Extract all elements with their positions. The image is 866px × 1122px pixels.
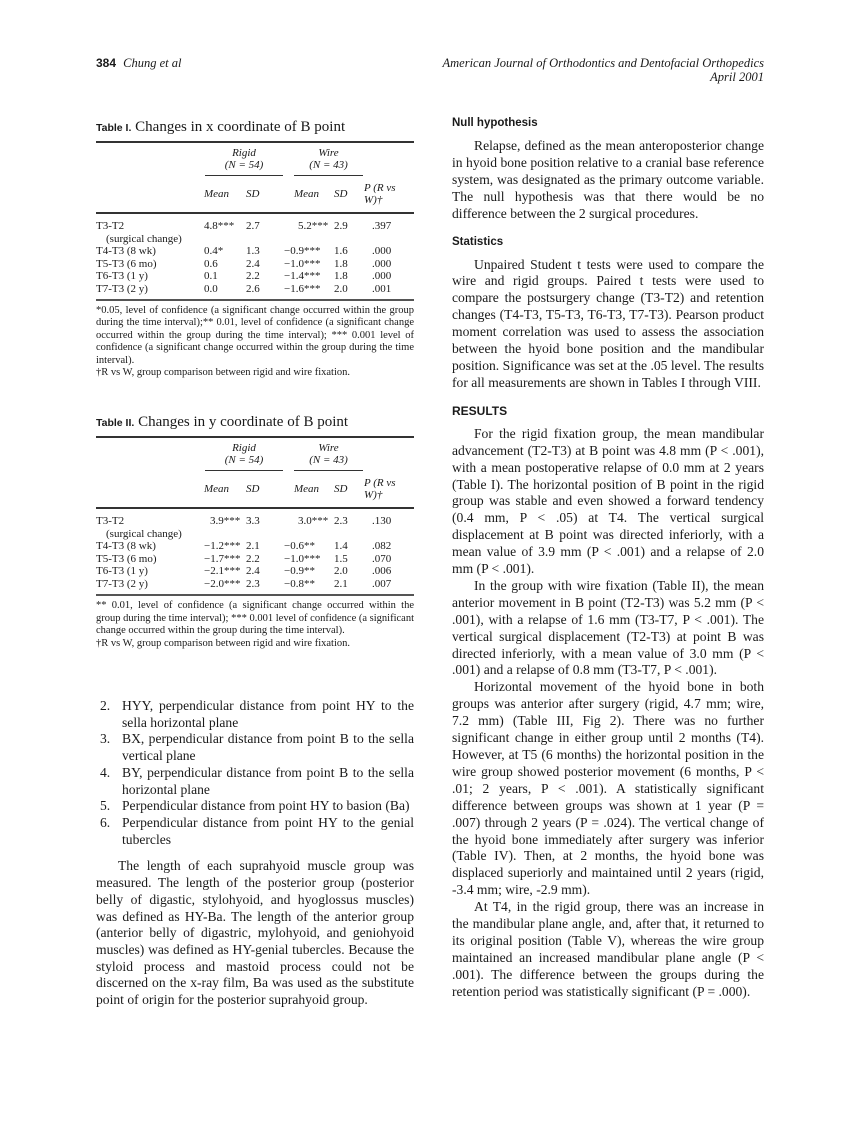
table-row: T3-T2 3.9*** 3.3 3.0*** 2.3 .130 bbox=[96, 515, 392, 528]
table-caption: Changes in x coordinate of B point bbox=[135, 119, 346, 135]
list-item: 4. BY, perpendicular distance from point B to the sella horizontal plane bbox=[100, 764, 414, 797]
column-headers bbox=[96, 177, 414, 213]
list-item: 2. HYY, perpendicular distance from point HY to the sella horizontal plane bbox=[100, 698, 414, 730]
table-row: T6-T3 (1 y) 0.1 2.2 −1.4*** 1.8 .000 bbox=[96, 270, 392, 282]
footnote: ** 0.01, level of confidence (a significant change occurred within the group during the time interval); *** 0.001 level of confidence (a significant change occurred within the group during the time interval). bbox=[96, 600, 414, 637]
body-paragraph: In the group with wire fixation (Table II), the mean anterior movement in B point (T2-T3) was 5.2 mm (P < .001), with a relapse of 1.6 mm (T3-T7, P < .001). The vertical surgical displacement (T2-T3) at point B was directed inferiorly, with a mean value of 3.0 mm (P < .001) and a relapse of 0.8 mm (T3-T7, P < .001). bbox=[452, 577, 764, 678]
body-paragraph: At T4, in the rigid group, there was an increase in the mandibular plane angle, and, after that, it returned to its original position (Table V), whereas the wire group maintained an increased mandibular plane angle (P < .001). The difference between the groups during the retention period was statistically significant (P = .000). bbox=[452, 899, 764, 999]
table-row: T4-T3 (8 wk) 0.4* 1.3 −0.9*** 1.6 .000 bbox=[96, 245, 392, 257]
right-column bbox=[452, 116, 764, 1001]
list-item: 3. BX, perpendicular distance from point B to the sella vertical plane bbox=[100, 731, 414, 764]
col-header: SD bbox=[246, 188, 260, 200]
journal-title: American Journal of Orthodontics and Dentofacial Orthopedics bbox=[442, 56, 764, 70]
body-paragraph: For the rigid fixation group, the mean mandibular advancement (T2-T3) at B point was 4.8 mm (P < .001), with a mean postoperative relapse of 0.0 mm at 2 years (Table I). The horizontal position of B point in the rigid group was stable and even showed a forward tendency (0.4 mm, P < .05) at T4. The vertical surgical displacement at B point was directed inferiorly, with a mean value of 3.9 mm (P < .001) and a relapse of 2.0 mm (P < .001). bbox=[452, 425, 764, 577]
footnote: *0.05, level of confidence (a significant change occurred within the group during the time interval);** 0.01, level of confidence (a significant change occurred within the group during the time interval); *** 0.001 level of confidence (a significant change occurred within the group during the time interval). bbox=[96, 305, 414, 366]
col-header: Mean bbox=[294, 483, 320, 496]
column-headers bbox=[96, 472, 414, 508]
body-paragraph: The length of each suprahyoid muscle group was measured. The length of the posterior group (posterior belly of digastic, stylohyoid, and hyoglossus muscles) was defined as HY-Ba. The length of the anterior group (anterior belly of digastric, mylohyoid, and geniohyoid muscles) was defined as HY-genial tubercles. Because the styloid process and mastoid process could not be discerned on the x-ray film, Ba was used as the substitute point of origin for the posterior suprahyoid group. bbox=[96, 858, 414, 1008]
table-footnotes bbox=[96, 305, 414, 379]
table-caption: Changes in y coordinate of B point bbox=[138, 414, 349, 431]
table-title bbox=[96, 118, 414, 137]
table-title bbox=[96, 413, 414, 432]
table-label: Table I. bbox=[96, 122, 132, 134]
table-row: T4-T3 (8 wk) −1.2*** 2.1 −0.6** 1.4 .082 bbox=[96, 540, 392, 553]
group-header-wire: Wire (N = 43) bbox=[284, 438, 364, 472]
author-line: Chung et al bbox=[123, 56, 182, 70]
group-header-rigid: Rigid (N = 54) bbox=[204, 143, 284, 177]
page-number: 384 bbox=[96, 56, 117, 70]
data-table bbox=[96, 436, 414, 596]
table-row-sublabel: (surgical change) bbox=[106, 232, 182, 245]
table-row: T5-T3 (6 mo) 0.6 2.4 −1.0*** 1.8 .000 bbox=[96, 257, 392, 270]
data-table bbox=[96, 141, 414, 301]
col-header: Mean bbox=[294, 188, 320, 200]
body-paragraph: Unpaired Student t tests were used to compare the wire and rigid groups. Paired t tests were used to compare the postsurgery change (T3-T2) and retention changes (T4-T3, T5-T3, T6-T3, T7-T3). Pearson product moment correlation was used to assess the association between the hyoid bone position and the mandibular position. Significance was set at the .05 level. The results for all measurements are shown in Tables I through VIII. bbox=[452, 256, 764, 390]
table-row: T7-T3 (2 y) 0.0 2.6 −1.6*** 2.0 .001 bbox=[96, 282, 392, 295]
col-header: P (R vs W)† bbox=[364, 182, 396, 206]
section-heading-null-hypothesis: Null hypothesis bbox=[452, 117, 538, 129]
col-header: Mean bbox=[204, 188, 230, 200]
col-header: Mean bbox=[204, 483, 230, 496]
col-header: SD bbox=[246, 483, 260, 496]
table-row: T7-T3 (2 y) −2.0*** 2.3 −0.8** 2.1 .007 bbox=[96, 577, 392, 590]
col-header: P (R vs W)† bbox=[364, 477, 396, 502]
table-1 bbox=[96, 118, 414, 379]
list-item: 5. Perpendicular distance from point HY to basion (Ba) bbox=[100, 798, 410, 814]
section-heading-results: RESULTS bbox=[452, 403, 508, 418]
table-row: T5-T3 (6 mo) −1.7*** 2.2 −1.0*** 1.5 .070 bbox=[96, 552, 392, 565]
left-column bbox=[96, 118, 414, 1009]
col-header: SD bbox=[334, 188, 348, 200]
table-row: T6-T3 (1 y) −2.1*** 2.4 −0.9** 2.0 .006 bbox=[96, 565, 392, 578]
group-header-rigid: Rigid (N = 54) bbox=[204, 438, 284, 472]
header-left bbox=[96, 56, 182, 71]
table-row: T3-T2 4.8*** 2.7 5.2*** 2.9 .397 bbox=[96, 220, 392, 232]
col-header: SD bbox=[334, 483, 348, 496]
section-heading-statistics: Statistics bbox=[452, 235, 504, 248]
measurement-list bbox=[96, 698, 414, 848]
running-header bbox=[96, 56, 764, 90]
list-item: 6. Perpendicular distance from point HY to the genial tubercles bbox=[100, 814, 414, 847]
table-footnotes bbox=[96, 600, 414, 650]
header-right bbox=[443, 56, 765, 84]
table-label: Table II. bbox=[96, 417, 135, 430]
footnote: †R vs W, group comparison between rigid and wire fixation. bbox=[96, 637, 350, 649]
table-2 bbox=[96, 413, 414, 650]
table-row-sublabel: (surgical change) bbox=[106, 527, 182, 540]
group-header-wire: Wire (N = 43) bbox=[284, 143, 364, 177]
body-paragraph: Horizontal movement of the hyoid bone in both groups was anterior after surgery (rigid, 4.7 mm; wire, 7.2 mm) (Table III, Fig 2). There was no further significant change in either group until 2 months (T4). However, at T5 (6 months) the horizontal position in the wire group showed posterior movement (6 months, P < .01; 2 years, P < .001). A statistically significant difference between groups was shown at 1 year (P = .007) through 2 years (P = .024). The vertical change of the hyoid bone immediately after surgery was inferior (Table IV). Then, at 2 months, the hyoid bone was displaced superiorly and maintained until 2 years (rigid, -3.4 mm; wire, -2.9 mm). bbox=[452, 679, 764, 898]
issue-date: April 2001 bbox=[710, 70, 764, 84]
footnote: †R vs W, group comparison between rigid and wire fixation. bbox=[96, 367, 350, 379]
body-paragraph: Relapse, defined as the mean anteroposterior change in hyoid bone position relative to a cranial base reference system, was designated as the primary outcome variable. The null hypothesis was that there would be no difference between the 2 surgical procedures. bbox=[452, 138, 764, 221]
